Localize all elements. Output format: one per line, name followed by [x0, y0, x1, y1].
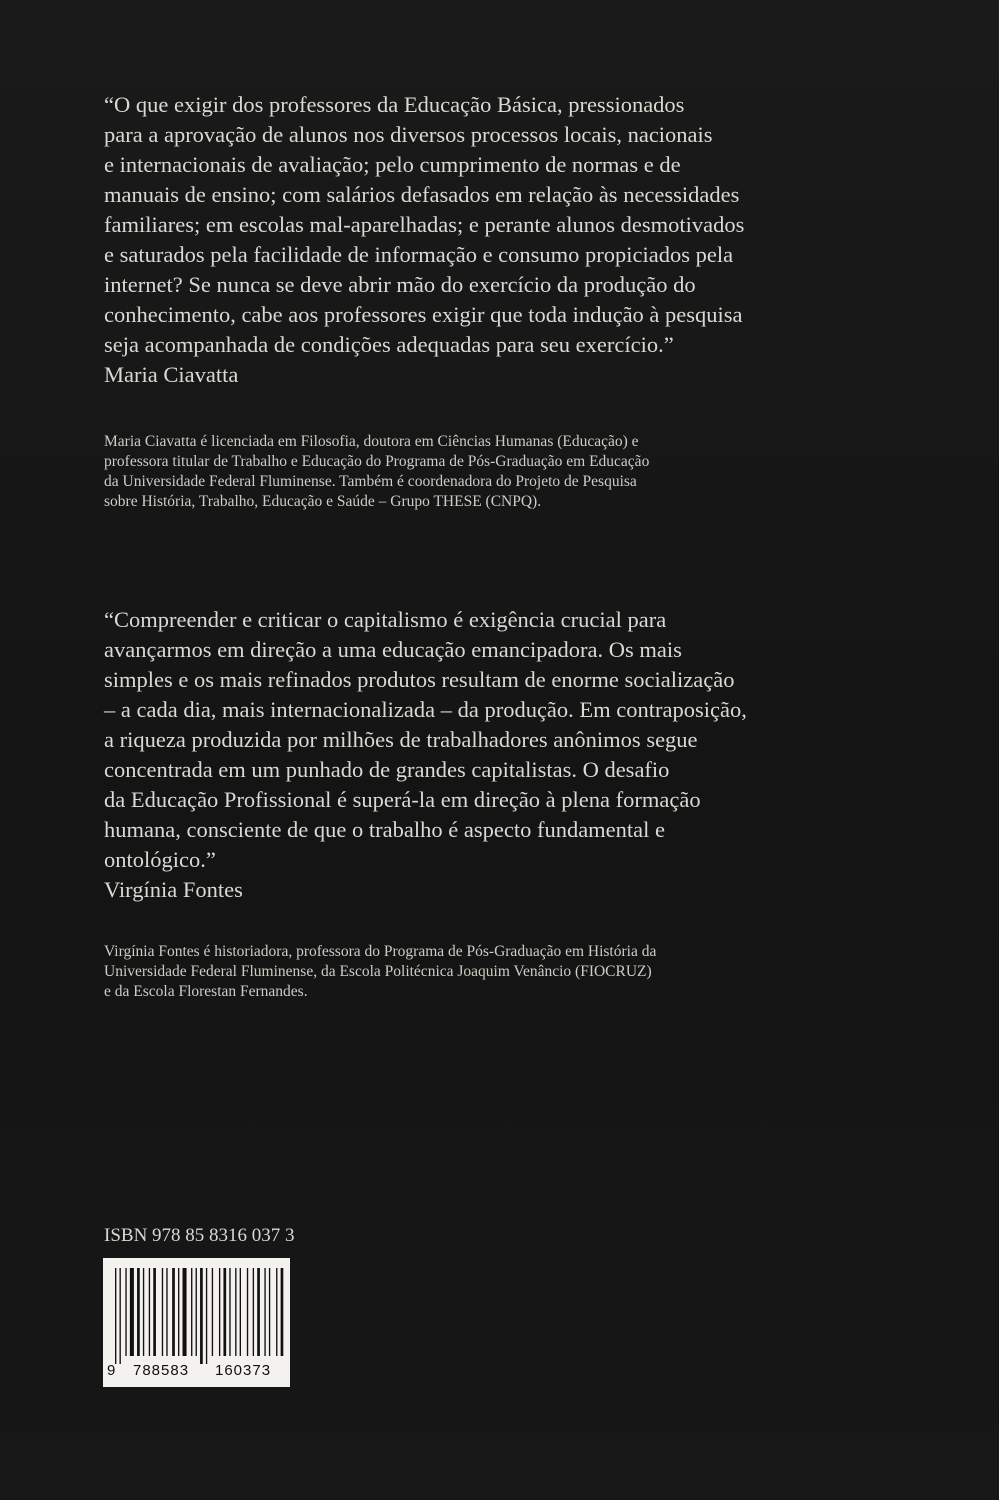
- barcode-digit-first: 9: [107, 1362, 116, 1379]
- bio-line: da Universidade Federal Fluminense. Também é coordenadora do Projeto de Pesquisa: [104, 473, 637, 490]
- barcode-bar: [149, 1268, 150, 1356]
- quote-line: e saturados pela facilidade de informação e consumo propiciados pela: [104, 242, 734, 267]
- barcode-bar: [196, 1268, 197, 1356]
- barcode-digits-left: 788583: [133, 1362, 190, 1379]
- barcode-bar: [257, 1268, 260, 1356]
- barcode-bar: [235, 1268, 236, 1356]
- quote-line: avançarmos em direção a uma educação emancipadora. Os mais: [104, 637, 682, 662]
- quote-line: para a aprovação de alunos nos diversos processos locais, nacionais: [104, 122, 713, 147]
- barcode-bar: [240, 1268, 241, 1356]
- bio-virginia-fontes: [104, 942, 904, 1002]
- quote-author: Virgínia Fontes: [104, 877, 243, 902]
- quote-line: da Educação Profissional é superá-la em direção à plena formação: [104, 787, 701, 812]
- barcode-bar: [253, 1268, 254, 1356]
- barcode-bar: [264, 1268, 265, 1356]
- barcode-bar: [153, 1268, 156, 1356]
- quote-line: familiares; em escolas mal-aparelhadas; e perante alunos desmotivados: [104, 212, 745, 237]
- barcode-bar: [223, 1268, 226, 1356]
- barcode-bar: [276, 1268, 277, 1356]
- barcode-bar: [206, 1268, 207, 1364]
- barcode-bar: [115, 1268, 116, 1364]
- bio-line: e da Escola Florestan Fernandes.: [104, 983, 308, 1000]
- bio-line: professora titular de Trabalho e Educação do Programa de Pós-Graduação em Educação: [104, 453, 650, 470]
- quote-line: ontológico.”: [104, 847, 216, 872]
- barcode-bar: [219, 1268, 220, 1356]
- quote-virginia-fontes: [104, 605, 904, 905]
- quote-maria-ciavatta: [104, 90, 904, 390]
- barcode-bar: [172, 1268, 175, 1356]
- barcode-bar: [212, 1268, 213, 1356]
- quote-line: simples e os mais refinados produtos resultam de enorme socialização: [104, 667, 735, 692]
- barcode: [103, 1258, 290, 1387]
- barcode-bar: [269, 1268, 270, 1356]
- quote-line: concentrada em um punhado de grandes capitalistas. O desafio: [104, 757, 670, 782]
- quote-line: conhecimento, cabe aos professores exigir que toda indução à pesquisa: [104, 302, 743, 327]
- barcode-bar: [166, 1268, 167, 1356]
- quote-line: internet? Se nunca se deve abrir mão do exercício da produção do: [104, 272, 696, 297]
- quote-line: a riqueza produzida por milhões de trabalhadores anônimos segue: [104, 727, 698, 752]
- barcode-bar: [120, 1268, 121, 1364]
- barcode-bars: [115, 1268, 283, 1364]
- barcode-bar: [130, 1268, 134, 1356]
- barcode-graphic: [103, 1258, 290, 1387]
- bio-line: sobre História, Trabalho, Educação e Saúde – Grupo THESE (CNPQ).: [104, 493, 542, 510]
- barcode-bar: [281, 1268, 284, 1356]
- bio-line: Universidade Federal Fluminense, da Escola Politécnica Joaquim Venâncio (FIOCRUZ): [104, 963, 652, 980]
- bio-line: Maria Ciavatta é licenciada em Filosofia, doutora em Ciências Humanas (Educação) e: [104, 433, 639, 450]
- quote-line: “Compreender e criticar o capitalismo é exigência crucial para: [104, 607, 667, 632]
- quote-line: “O que exigir dos professores da Educação Básica, pressionados: [104, 92, 685, 117]
- bio-line: Virgínia Fontes é historiadora, professora do Programa de Pós-Graduação em História da: [104, 943, 657, 960]
- quote-line: e internacionais de avaliação; pelo cumprimento de normas e de: [104, 152, 681, 177]
- barcode-bar: [191, 1268, 192, 1356]
- barcode-bar: [247, 1268, 248, 1356]
- quote-line: manuais de ensino; com salários defasados em relação às necessidades: [104, 182, 740, 207]
- quote-author: Maria Ciavatta: [104, 362, 239, 387]
- quote-line: – a cada dia, mais internacionalizada – da produção. Em contraposição,: [104, 697, 747, 722]
- quote-line: humana, consciente de que o trabalho é aspecto fundamental e: [104, 817, 666, 842]
- bio-maria-ciavatta: [104, 432, 904, 512]
- barcode-bar: [162, 1268, 163, 1356]
- barcode-bar: [137, 1268, 140, 1356]
- barcode-bar: [183, 1268, 187, 1356]
- barcode-bar: [125, 1268, 126, 1356]
- barcode-bar: [143, 1268, 144, 1356]
- barcode-bar: [229, 1268, 230, 1356]
- barcode-digits-right: 160373: [215, 1362, 272, 1379]
- isbn-label: ISBN 978 85 8316 037 3: [104, 1225, 295, 1246]
- quote-line: seja acompanhada de condições adequadas para seu exercício.”: [104, 332, 674, 357]
- barcode-bar: [200, 1268, 203, 1364]
- barcode-bar: [178, 1268, 179, 1356]
